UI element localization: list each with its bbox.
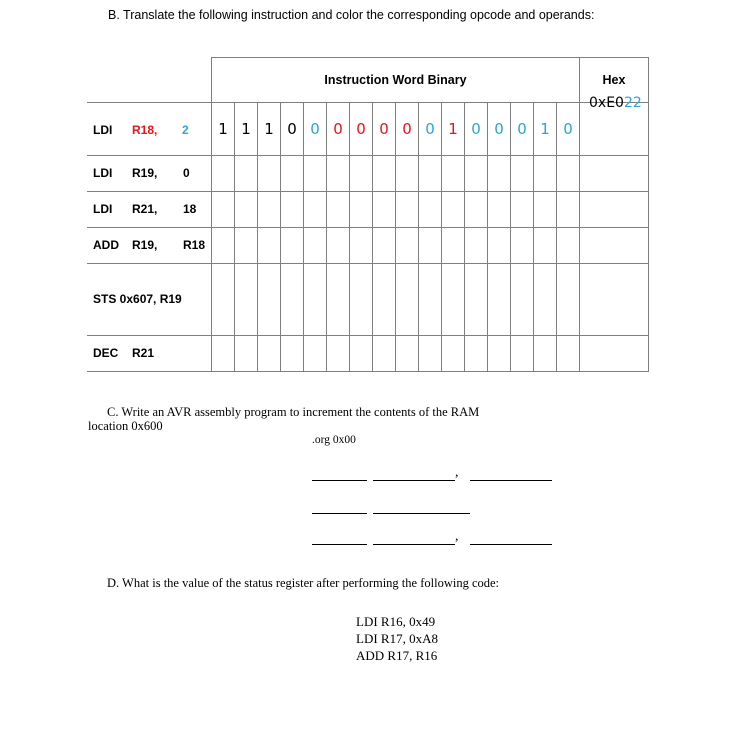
hex-operand: 22 — [623, 95, 642, 111]
section-c-line-2: location 0x600 — [88, 419, 163, 433]
hex-cell[interactable] — [580, 264, 649, 336]
instruction-table — [87, 57, 649, 372]
bit-cell[interactable] — [350, 336, 373, 372]
bit-cell[interactable] — [258, 192, 281, 228]
bit-cell[interactable] — [304, 228, 327, 264]
bit-cell[interactable] — [327, 264, 350, 336]
answer-blank[interactable] — [373, 544, 455, 545]
bit-cell[interactable] — [557, 192, 580, 228]
instruction-label — [87, 228, 212, 264]
bit-cell[interactable] — [212, 156, 235, 192]
bit-cell[interactable] — [373, 192, 396, 228]
bit-cell[interactable] — [488, 336, 511, 372]
bit-cell[interactable] — [465, 156, 488, 192]
bit-cell[interactable] — [488, 192, 511, 228]
bit-cell[interactable] — [235, 336, 258, 372]
answer-blank[interactable] — [373, 480, 455, 481]
bit-cell[interactable] — [327, 336, 350, 372]
bit-cell[interactable]: 0 — [511, 103, 534, 156]
mnemonic: DEC — [93, 346, 119, 360]
bit-cell[interactable]: 0 — [396, 103, 419, 156]
header-hex: Hex — [580, 58, 649, 103]
hex-cell[interactable] — [580, 336, 649, 372]
bit-cell[interactable]: 1 — [235, 103, 258, 156]
instruction-label — [87, 192, 212, 228]
org-directive: .org 0x00 — [312, 434, 356, 446]
operand-register-2: R18 — [183, 238, 206, 252]
answer-blank[interactable] — [312, 480, 367, 481]
bit-cell[interactable] — [281, 336, 304, 372]
bit-cell[interactable] — [511, 336, 534, 372]
bit-cell[interactable] — [534, 156, 557, 192]
answer-blank[interactable] — [373, 513, 470, 514]
answer-blank[interactable] — [312, 544, 367, 545]
bit-cell[interactable] — [396, 264, 419, 336]
hex-cell[interactable] — [580, 228, 649, 264]
hex-cell[interactable] — [580, 192, 649, 228]
bit-cell[interactable] — [212, 228, 235, 264]
instruction-label — [87, 156, 212, 192]
bit-cell[interactable] — [488, 156, 511, 192]
bit-cell[interactable] — [373, 228, 396, 264]
bit-cell[interactable] — [534, 264, 557, 336]
bit-cell[interactable] — [557, 264, 580, 336]
operand-immediate: 18 — [183, 202, 197, 216]
bit-cell[interactable] — [350, 156, 373, 192]
bit-cell[interactable] — [511, 192, 534, 228]
answer-blank[interactable] — [470, 544, 552, 545]
bit-cell[interactable] — [281, 228, 304, 264]
answer-blank[interactable] — [470, 480, 552, 481]
bit-cell[interactable] — [557, 228, 580, 264]
bit-cell[interactable]: 0 — [327, 103, 350, 156]
mnemonic: STS 0x607, R19 — [93, 292, 182, 306]
bit-cell[interactable]: 1 — [534, 103, 557, 156]
bit-cell[interactable] — [534, 336, 557, 372]
bit-cell[interactable] — [396, 192, 419, 228]
section-d-heading: D. What is the value of the status register after performing the following code: — [107, 576, 500, 590]
hex-prefix: 0xE0 — [589, 95, 624, 111]
bit-cell[interactable] — [442, 264, 465, 336]
bit-cell[interactable] — [327, 156, 350, 192]
bit-cell[interactable]: 0 — [373, 103, 396, 156]
section-c-line-1: C. Write an AVR assembly program to increment the contents of the RAM — [107, 405, 480, 419]
bit-cell[interactable] — [442, 192, 465, 228]
bit-cell[interactable]: 0 — [488, 103, 511, 156]
comma: , — [455, 465, 459, 480]
bit-cell[interactable] — [534, 228, 557, 264]
code-line: ADD R17, R16 — [356, 648, 438, 663]
bit-cell[interactable] — [212, 192, 235, 228]
bit-cell[interactable] — [258, 264, 281, 336]
bit-cell[interactable] — [258, 228, 281, 264]
bit-cell[interactable] — [419, 192, 442, 228]
bit-cell[interactable] — [465, 192, 488, 228]
bit-cell[interactable] — [396, 336, 419, 372]
comma: , — [455, 529, 459, 544]
bit-cell[interactable] — [488, 228, 511, 264]
bit-cell[interactable]: 0 — [557, 103, 580, 156]
bit-cell[interactable] — [511, 228, 534, 264]
bit-cell[interactable] — [373, 336, 396, 372]
hex-cell[interactable] — [580, 156, 649, 192]
bit-cell[interactable] — [235, 192, 258, 228]
bit-cell[interactable] — [304, 336, 327, 372]
bit-cell[interactable]: 1 — [212, 103, 235, 156]
operand-register: R19, — [132, 166, 158, 180]
bit-cell[interactable] — [442, 156, 465, 192]
operand-register: R18, — [132, 123, 158, 137]
bit-cell[interactable] — [488, 264, 511, 336]
bit-cell[interactable] — [534, 192, 557, 228]
bit-cell[interactable] — [396, 228, 419, 264]
section-b-heading: B. Translate the following instruction and color the corresponding opcode and operands: — [108, 8, 595, 22]
operand-immediate: 2 — [182, 123, 189, 137]
bit-cell[interactable] — [235, 156, 258, 192]
instruction-label — [87, 336, 212, 372]
bit-cell[interactable]: 0 — [350, 103, 373, 156]
code-line: LDI R17, 0xA8 — [356, 631, 438, 646]
bit-cell[interactable] — [396, 156, 419, 192]
instruction-label — [87, 103, 212, 156]
header-binary: Instruction Word Binary — [212, 58, 580, 103]
hex-cell[interactable] — [580, 95, 649, 156]
bit-cell[interactable] — [442, 336, 465, 372]
operand-register: R21 — [132, 346, 155, 360]
bit-cell[interactable]: 0 — [419, 103, 442, 156]
mnemonic: LDI — [93, 123, 113, 137]
bit-cell[interactable] — [350, 192, 373, 228]
bit-cell[interactable] — [419, 264, 442, 336]
bit-cell[interactable] — [511, 156, 534, 192]
bit-cell[interactable] — [304, 192, 327, 228]
bit-cell[interactable] — [235, 228, 258, 264]
operand-immediate: 0 — [183, 166, 190, 180]
bit-cell[interactable] — [419, 156, 442, 192]
mnemonic: LDI — [93, 202, 113, 216]
bit-cell[interactable] — [419, 336, 442, 372]
bit-cell[interactable] — [327, 192, 350, 228]
answer-blank[interactable] — [312, 513, 367, 514]
bit-cell[interactable] — [258, 156, 281, 192]
mnemonic: LDI — [93, 166, 113, 180]
bit-cell[interactable]: 0 — [281, 103, 304, 156]
bit-cell[interactable]: 0 — [465, 103, 488, 156]
bit-cell[interactable] — [281, 156, 304, 192]
bit-cell[interactable] — [442, 228, 465, 264]
bit-cell[interactable] — [465, 336, 488, 372]
bit-cell[interactable] — [373, 156, 396, 192]
bit-cell[interactable] — [281, 264, 304, 336]
bit-cell[interactable] — [212, 336, 235, 372]
bit-cell[interactable] — [350, 228, 373, 264]
bit-cell[interactable]: 1 — [442, 103, 465, 156]
bit-cell[interactable]: 1 — [258, 103, 281, 156]
bit-cell[interactable] — [327, 228, 350, 264]
code-listing — [356, 613, 438, 664]
instruction-label — [87, 264, 212, 336]
bit-cell[interactable] — [419, 228, 442, 264]
bit-cell[interactable] — [557, 336, 580, 372]
bit-cell[interactable] — [373, 264, 396, 336]
bit-cell[interactable]: 0 — [304, 103, 327, 156]
bit-cell[interactable] — [465, 264, 488, 336]
bit-cell[interactable] — [235, 264, 258, 336]
operand-register: R21, — [132, 202, 158, 216]
bit-cell[interactable] — [304, 156, 327, 192]
bit-cell[interactable] — [511, 264, 534, 336]
mnemonic: ADD — [93, 238, 119, 252]
bit-cell[interactable] — [465, 228, 488, 264]
bit-cell[interactable] — [281, 192, 304, 228]
bit-cell[interactable] — [350, 264, 373, 336]
operand-register: R19, — [132, 238, 158, 252]
section-c-prompt — [88, 405, 548, 433]
bit-cell[interactable] — [258, 336, 281, 372]
bit-cell[interactable] — [557, 156, 580, 192]
bit-cell[interactable] — [212, 264, 235, 336]
code-line: LDI R16, 0x49 — [356, 614, 436, 629]
bit-cell[interactable] — [304, 264, 327, 336]
